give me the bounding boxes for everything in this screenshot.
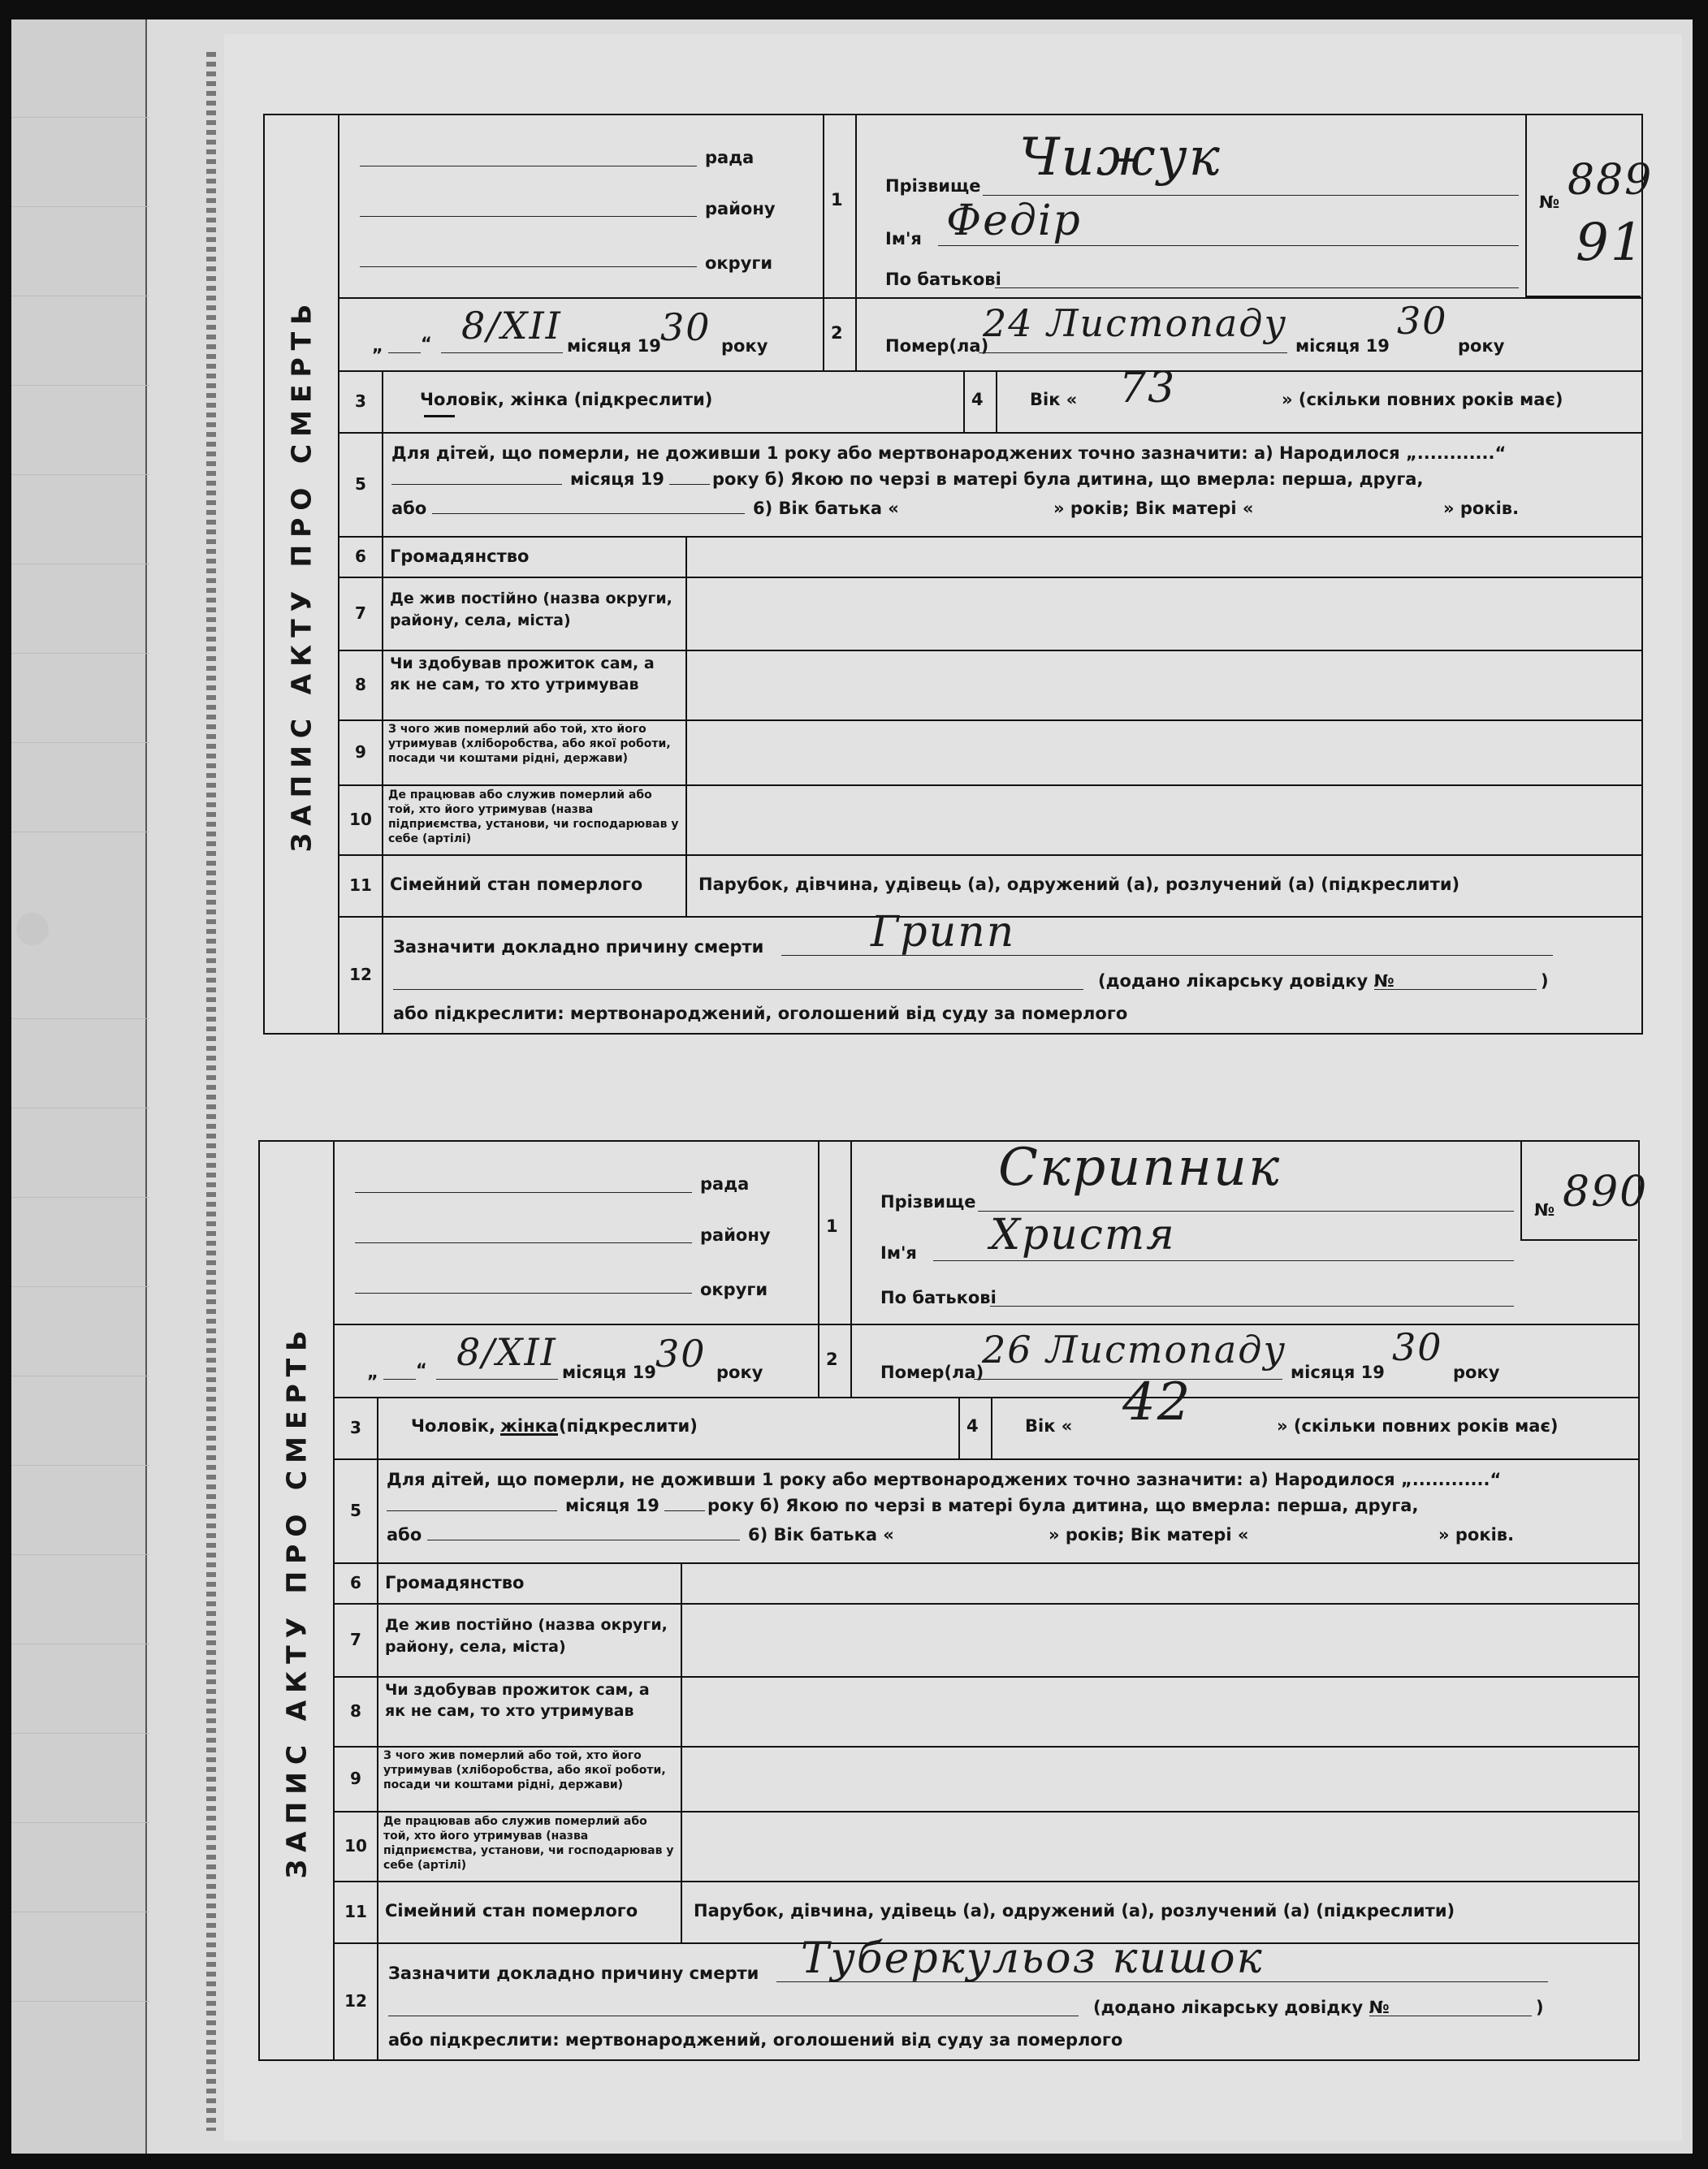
mother-age-label: » років; Вік матері « — [1053, 499, 1254, 518]
patronymic-label: По батькові — [885, 270, 1001, 289]
residence-row — [339, 577, 1641, 651]
year-label: року — [1453, 1363, 1500, 1382]
death-year-handwritten: 30 — [1397, 299, 1448, 343]
registration-office-cell — [339, 115, 824, 297]
rada-label: рада — [700, 1174, 750, 1194]
header-block — [339, 115, 1654, 299]
row-number: 2 — [826, 1350, 838, 1369]
row-number: 6 — [335, 1562, 378, 1603]
register-sheet — [224, 34, 1682, 2141]
residence-label: Де жив постійно (назва округи, району, села, міста) — [385, 1616, 668, 1656]
age-suffix: » (скільки повних років має) — [1277, 1416, 1559, 1436]
surname-handwritten: Чижук — [1019, 127, 1222, 188]
died-label: Помер(ла) — [880, 1363, 984, 1382]
binding-stitches — [206, 52, 216, 2131]
name-handwritten: Христя — [990, 1211, 1176, 1259]
record-number-handwritten: 890 — [1563, 1168, 1649, 1216]
underline-mark — [424, 415, 455, 417]
cause-label: Зазначити докладно причину смерти — [393, 937, 764, 957]
marital-options: Парубок, дівчина, удівець (а), одружений (а), розлучений (а) (підкреслити) — [694, 1901, 1455, 1921]
sex-label-female-underlined: жінка — [500, 1416, 559, 1436]
age-handwritten: 42 — [1122, 1372, 1192, 1432]
row-number: 4 — [966, 1416, 979, 1436]
livelihood-label: Чи здобував прожиток сам, а як не сам, то хто утримував — [390, 655, 655, 693]
row-number: 3 — [335, 1397, 378, 1458]
record-number-box — [1525, 115, 1654, 297]
row-number: 1 — [831, 190, 843, 210]
page-number-handwritten: 91 — [1576, 213, 1645, 273]
row-number: 3 — [339, 370, 383, 432]
registration-day-handwritten: 8/XII — [456, 1330, 557, 1374]
raion-label: району — [705, 199, 776, 218]
citizenship-label: Громадянство — [385, 1573, 525, 1592]
age-label: Вік « — [1025, 1416, 1073, 1436]
row-number: 4 — [971, 390, 984, 409]
death-year-handwritten: 30 — [1392, 1325, 1443, 1369]
cause-of-death-row — [339, 908, 1641, 1033]
quote-close: “ — [421, 334, 432, 353]
age-label: Вік « — [1030, 390, 1078, 409]
quote-open: „ — [372, 336, 383, 356]
cause-label: Зазначити докладно причину смерти — [388, 1964, 759, 1983]
scanned-register-page — [11, 19, 1693, 2154]
income-source-label: З чого жив померлий або той, хто його утримував (хліборобства, або якої роботи, посади чи коштами рідні, держави) — [388, 723, 671, 765]
row-number: 12 — [339, 916, 383, 1033]
years-label: » років. — [1438, 1525, 1515, 1545]
month-label: місяця 19 — [570, 469, 664, 489]
surname-label: Прізвище — [885, 176, 981, 196]
row-number: 5 — [339, 432, 383, 536]
cause-handwritten: Туберкульоз кишок — [801, 1934, 1264, 1983]
row-number: 10 — [335, 1811, 378, 1881]
header-block — [335, 1138, 1649, 1325]
quote-open: „ — [367, 1363, 378, 1382]
child-info-row — [339, 432, 1641, 538]
workplace-row — [335, 1811, 1638, 1882]
row-number: 7 — [335, 1603, 378, 1676]
name-handwritten: Федір — [946, 197, 1082, 245]
row-number: 6 — [339, 536, 383, 577]
stillborn-note: або підкреслити: мертвонароджений, оголошений від суду за померлого — [393, 1004, 1128, 1023]
citizenship-row — [335, 1562, 1638, 1605]
okruha-label: округи — [705, 253, 773, 273]
row-number: 9 — [335, 1746, 378, 1811]
sex-age-row — [339, 364, 1641, 434]
quote-close: “ — [416, 1360, 427, 1380]
surname-handwritten: Скрипник — [998, 1138, 1282, 1198]
died-label: Помер(ла) — [885, 336, 989, 356]
income-source-row — [335, 1746, 1638, 1813]
workplace-label: Де працював або служив померлий або той, хто його утримував (назва підприємства, установи, чи господарював у себе (артілі) — [388, 789, 679, 845]
raion-label: району — [700, 1225, 771, 1245]
number-label: № — [1539, 192, 1560, 212]
child-info-row — [335, 1458, 1638, 1564]
income-source-label: З чого жив померлий або той, хто його утримував (хліборобства, або якої роботи, посади чи коштами рідні, держави) — [383, 1749, 666, 1791]
workplace-label: Де працював або служив померлий або той, хто його утримував (назва підприємства, установи, чи господарював у себе (артілі) — [383, 1815, 674, 1872]
citizenship-row — [339, 536, 1641, 578]
death-date-handwritten: 26 Листопаду — [982, 1328, 1287, 1372]
residence-label: Де жив постійно (назва округи, району, села, міста) — [390, 590, 672, 629]
left-binding-strip — [11, 19, 147, 2154]
father-age-label: 6) Вік батька « — [748, 1525, 894, 1545]
side-title: ЗАПИС АКТУ ПРО СМЕРТЬ — [280, 1323, 313, 1878]
livelihood-row — [335, 1676, 1638, 1748]
marital-options: Парубок, дівчина, удівець (а), одружений (а), розлучений (а) (підкреслити) — [698, 875, 1460, 894]
date-row — [335, 1324, 1638, 1398]
row-number: 11 — [339, 854, 383, 916]
side-title: ЗАПИС АКТУ ПРО СМЕРТЬ — [285, 296, 318, 852]
year-label: року — [1458, 336, 1505, 356]
row-number: 9 — [339, 719, 383, 784]
child-instructions: Для дітей, що померли, не доживши 1 року або мертвонароджених точно зазначити: а) Народилося „............“ — [387, 1470, 1502, 1489]
row-number: 5 — [335, 1458, 378, 1562]
row-number: 7 — [339, 577, 383, 650]
med-cert-close: ) — [1541, 971, 1549, 991]
med-cert-close: ) — [1536, 1998, 1544, 2017]
record-number-handwritten: 889 — [1567, 156, 1654, 205]
mother-age-label: » років; Вік матері « — [1049, 1525, 1249, 1545]
child-order-label: року б) Якою по черзі в матері була дитина, що вмерла: перша, друга, — [707, 1496, 1419, 1515]
row-number: 2 — [831, 323, 843, 343]
record-number-box — [1520, 1142, 1649, 1241]
death-date-handwritten: 24 Листопаду — [983, 301, 1288, 345]
row-number: 1 — [826, 1216, 838, 1236]
name-label: Ім'я — [885, 229, 922, 248]
row-number: 12 — [335, 1942, 378, 2059]
month-label: місяця 19 — [562, 1363, 656, 1382]
registration-day-handwritten: 8/XII — [461, 304, 562, 348]
marital-label: Сімейний стан померлого — [390, 875, 643, 894]
income-source-row — [339, 719, 1641, 786]
identity-cell — [857, 115, 1527, 297]
registration-year-handwritten: 30 — [655, 1332, 707, 1376]
med-cert-label: (додано лікарську довідку № — [1098, 971, 1395, 991]
cause-handwritten: Грипп — [871, 908, 1016, 957]
livelihood-label: Чи здобував прожиток сам, а як не сам, то хто утримував — [385, 1681, 650, 1720]
identity-cell — [852, 1138, 1522, 1324]
or-label: або — [387, 1525, 422, 1545]
stillborn-note: або підкреслити: мертвонароджений, оголошений від суду за померлого — [388, 2030, 1123, 2050]
death-record-bottom — [258, 1138, 1649, 2061]
okruha-label: округи — [700, 1280, 768, 1299]
row-number: 8 — [335, 1676, 378, 1746]
name-label: Ім'я — [880, 1243, 917, 1263]
row-number: 11 — [335, 1881, 378, 1942]
registration-office-cell — [335, 1142, 819, 1324]
number-label: № — [1534, 1200, 1555, 1220]
cause-of-death-row — [335, 1934, 1638, 2059]
month-label: місяця 19 — [565, 1496, 659, 1515]
child-instructions: Для дітей, що померли, не доживши 1 року або мертвонароджених точно зазначити: а) Народилося „............“ — [391, 443, 1507, 463]
registration-year-handwritten: 30 — [660, 305, 711, 349]
father-age-label: 6) Вік батька « — [753, 499, 899, 518]
surname-label: Прізвище — [880, 1192, 976, 1212]
month-label: місяця 19 — [567, 336, 661, 356]
sex-label-instruction: (підкреслити) — [559, 1416, 698, 1436]
month-label: місяця 19 — [1295, 336, 1390, 356]
month-label: місяця 19 — [1291, 1363, 1385, 1382]
workplace-row — [339, 784, 1641, 856]
rada-label: рада — [705, 148, 755, 167]
residence-row — [335, 1603, 1638, 1678]
child-order-label: року б) Якою по черзі в матері була дитина, що вмерла: перша, друга, — [712, 469, 1424, 489]
age-handwritten: 73 — [1119, 364, 1177, 413]
livelihood-row — [339, 650, 1641, 721]
citizenship-label: Громадянство — [390, 547, 530, 566]
or-label: або — [391, 499, 427, 518]
row-number: 10 — [339, 784, 383, 854]
age-suffix: » (скільки повних років має) — [1282, 390, 1563, 409]
year-label: року — [721, 336, 768, 356]
sex-label: Чоловік, жінка (підкреслити) — [420, 390, 713, 409]
marital-label: Сімейний стан померлого — [385, 1901, 638, 1921]
year-label: року — [716, 1363, 763, 1382]
date-row — [339, 297, 1641, 372]
death-record-top — [263, 114, 1654, 1035]
row-number: 8 — [339, 650, 383, 719]
patronymic-label: По батькові — [880, 1288, 997, 1307]
med-cert-label: (додано лікарську довідку № — [1093, 1998, 1390, 2017]
years-label: » років. — [1443, 499, 1520, 518]
sex-label-male: Чоловік, — [411, 1416, 495, 1436]
